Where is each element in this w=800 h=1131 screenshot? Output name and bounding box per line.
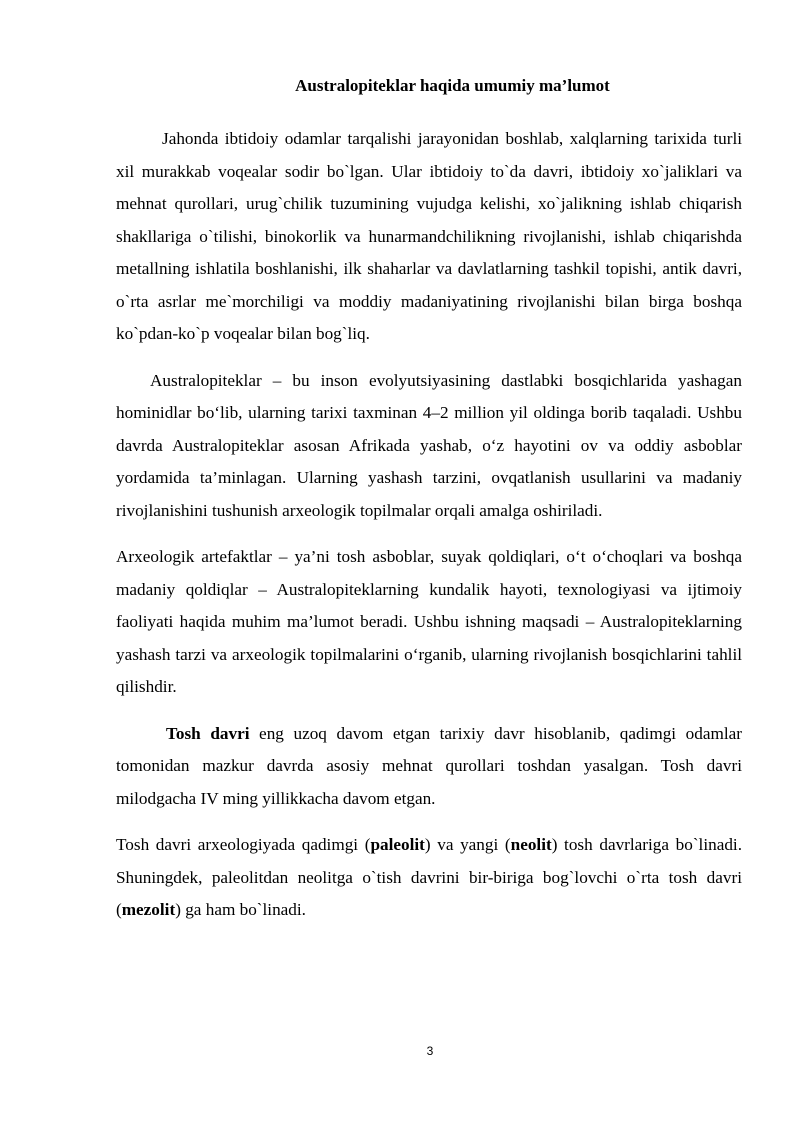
document-title: Australopiteklar haqida umumiy ma’lumot bbox=[295, 76, 610, 95]
paragraph-2: Australopiteklar – bu inson evolyutsiyasining dastlabki bosqichlarida yashagan hominidlar bo‘lib, ularning tarixi taxminan 4–2 million yil oldinga borib taqaladi. Ushbu davrda Australopiteklar asosan Afrikada yashab, o‘z hayotini ov va oddiy asboblar yordamida ta’minlagan. Ularning yashash tarzini, ovqatlanish usullarini va madaniy rivojlanishini tushunish arxeologik topilmalar orqali amalga oshiriladi. bbox=[116, 370, 742, 520]
term-paleolit: paleolit bbox=[370, 835, 425, 854]
paragraph-5-text-e: ) tosh davrlariga bo`linadi. Shuningdek, paleolitdan neolitga o`tish davrini bir-biriga bog`lovchi o`rta tosh davri ( bbox=[116, 835, 742, 919]
paragraph-3: Arxeologik artefaktlar – ya’ni tosh asboblar, suyak qoldiqlari, o‘t o‘choqlari va boshqa madaniy qoldiqlar – Australopiteklarning kundalik hayoti, texnologiyasi va ijtimoiy faoliyati haqida muhim ma’lumot beradi. Ushbu ishning maqsadi – Australopiteklarning yashash tarzi va arxeologik topilmalarini o‘rganib, ularning rivojlanish bosqichlarini tahlil qilishdir. bbox=[116, 547, 742, 696]
paragraph-5-text-a: Tosh davri arxeologiyada qadimgi ( bbox=[116, 835, 371, 854]
paragraph-4-text: eng uzoq davom etgan tarixiy davr hisoblanib, qadimgi odamlar tomonidan mazkur davrda asosiy mehnat qurollari toshdan yasalgan. Tosh davri milodgacha IV ming yillikkacha davom etgan. bbox=[116, 723, 742, 808]
paragraph-1: Jahonda ibtidoiy odamlar tarqalishi jarayonidan boshlab, xalqlarning tarixida turli xil murakkab voqealar sodir bo`lgan. Ular ibtidoiy to`da davri, ibtidoiy xo`jaliklari va mehnat qurollari, urug`chilik tuzumining vujudga kelishi, xo`jalikning ishlab chiqarish shakllariga o`tilishi, binokorlik va hunarmandchilikning rivojlanishi, ishlab chiqarishda metallning ishlatila boshlanishi, ilk shaharlar va davlatlarning tashkil topishi, antik davri, o`rta asrlar me`morchiligi va moddiy madaniyatining rivojlanishi bilan birga boshqa ko`pdan-ko`p voqealar bilan bog`liq. bbox=[116, 129, 742, 343]
paragraph-4 bbox=[116, 718, 742, 816]
term-mezolit: mezolit bbox=[121, 900, 176, 919]
paragraph-5-text-g: ) ga ham bo`linadi. bbox=[175, 900, 306, 919]
term-neolit: neolit bbox=[510, 835, 552, 854]
document-body bbox=[116, 123, 742, 927]
page-number: 3 bbox=[426, 1044, 434, 1058]
term-tosh-davri: Tosh davri bbox=[166, 723, 250, 743]
paragraph-5 bbox=[116, 829, 742, 927]
paragraph-5-text-c: ) va yangi ( bbox=[424, 835, 511, 854]
